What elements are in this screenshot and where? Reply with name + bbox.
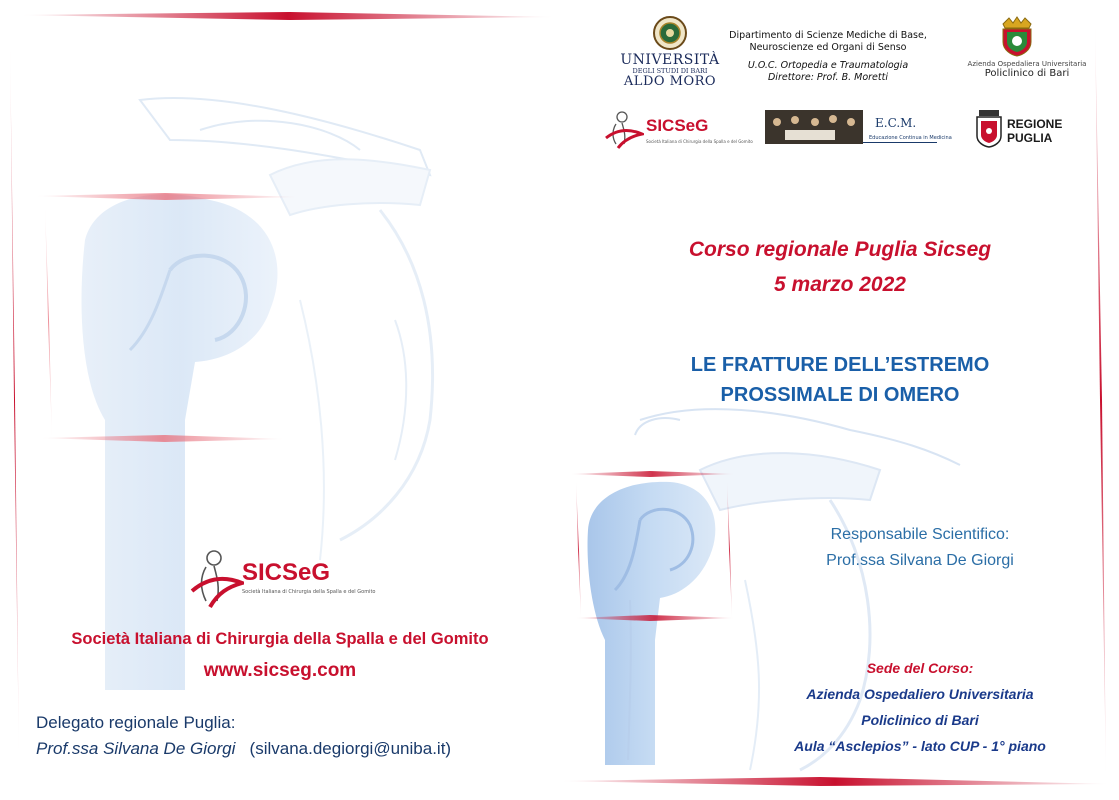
scientific-lead: [780, 522, 1060, 574]
regione-line2: PUGLIA: [1007, 131, 1053, 145]
venue-line2: Policlinico di Bari: [861, 712, 979, 728]
delegate-contact: [36, 736, 566, 762]
regione-crest-icon: [975, 108, 1003, 148]
ecm-logo: [765, 110, 952, 144]
left-humerus: [82, 194, 278, 690]
border-left: [10, 40, 19, 760]
university-line1: UNIVERSITÀ: [620, 52, 720, 68]
society-website-link[interactable]: www.sicseg.com: [203, 660, 357, 681]
sicseg-logo-main: [188, 545, 376, 611]
course-heading: [600, 232, 1080, 302]
hospital-info: [962, 60, 1092, 79]
regional-delegate: [36, 710, 566, 762]
delegate-name: Prof.ssa Silvana De Giorgi: [36, 739, 236, 758]
hospital-crest-icon: [995, 14, 1039, 62]
right-humerus: [588, 482, 716, 765]
sicseg-header-subtitle: Società Italiana di Chirurgia della Spalla e del Gomito: [646, 139, 753, 144]
department-line1: Dipartimento di Scienze Mediche di Base,: [729, 30, 927, 41]
sicseg-logo-header: [602, 108, 753, 154]
border-top-left: [20, 12, 555, 20]
venue-line3: Aula “Asclepios” - lato CUP - 1° piano: [794, 738, 1046, 754]
ecm-underline: [863, 142, 937, 143]
venue-line1: Azienda Ospedaliero Universitaria: [806, 686, 1034, 702]
right-frame-left: [576, 480, 581, 620]
department-line4: Direttore: Prof. B. Moretti: [767, 72, 888, 83]
sicseg-main-name: SICSeG: [242, 559, 331, 586]
department-info: [708, 30, 948, 84]
hospital-line1: Azienda Ospedaliera Universitaria: [967, 60, 1087, 68]
left-frame-right: [283, 200, 289, 440]
department-line2: Neuroscienze ed Organi di Senso: [749, 42, 907, 53]
title-line2: PROSSIMALE DI OMERO: [720, 384, 960, 406]
sicseg-header-name: SICSeG: [646, 116, 709, 135]
scientific-lead-label: Responsabile Scientifico:: [830, 526, 1010, 543]
sicseg-main-figure-icon: [188, 545, 244, 611]
regione-puglia-logo: [975, 108, 1063, 152]
university-line3: ALDO MORO: [623, 74, 717, 89]
department-line3: U.O.C. Ortopedia e Traumatologia: [747, 60, 909, 71]
scientific-lead-name: Prof.ssa Silvana De Giorgi: [826, 552, 1014, 569]
title-line1: LE FRATTURE DELL’ESTREMO: [690, 354, 990, 376]
border-bottom-right: [560, 777, 1110, 786]
sicseg-main-subtitle: Società Italiana di Chirurgia della Spalla e del Gomito: [242, 589, 376, 595]
university-seal-icon: [652, 15, 688, 51]
left-frame-bottom: [40, 435, 285, 442]
border-right: [1095, 20, 1106, 780]
society-name: Società Italiana di Chirurgia della Spalla e del Gomito: [71, 630, 489, 648]
course-date: 5 marzo 2022: [774, 273, 906, 296]
ecm-painting-image: [765, 110, 863, 144]
sicseg-figure-icon: [602, 108, 644, 150]
university-line2: DEGLI STUDI DI BARI: [632, 67, 708, 75]
hospital-line2: Policlinico di Bari: [984, 68, 1070, 79]
ecm-subtitle: Educazione Continua in Medicina: [869, 135, 952, 141]
university-logo: [620, 15, 720, 89]
left-frame-left: [45, 205, 52, 440]
regione-line1: REGIONE: [1007, 117, 1063, 131]
regione-text: [1007, 117, 1062, 145]
course-title: [600, 350, 1080, 410]
delegate-email-link[interactable]: (silvana.degiorgi@uniba.it): [249, 739, 452, 758]
ecm-name: E.C.M.: [875, 116, 917, 130]
delegate-label: Delegato regionale Puglia:: [36, 713, 236, 732]
course-name: Corso regionale Puglia Sicseg: [688, 238, 992, 261]
course-venue: [750, 655, 1090, 759]
venue-heading: Sede del Corso:: [866, 660, 974, 676]
left-frame-top: [35, 193, 300, 200]
